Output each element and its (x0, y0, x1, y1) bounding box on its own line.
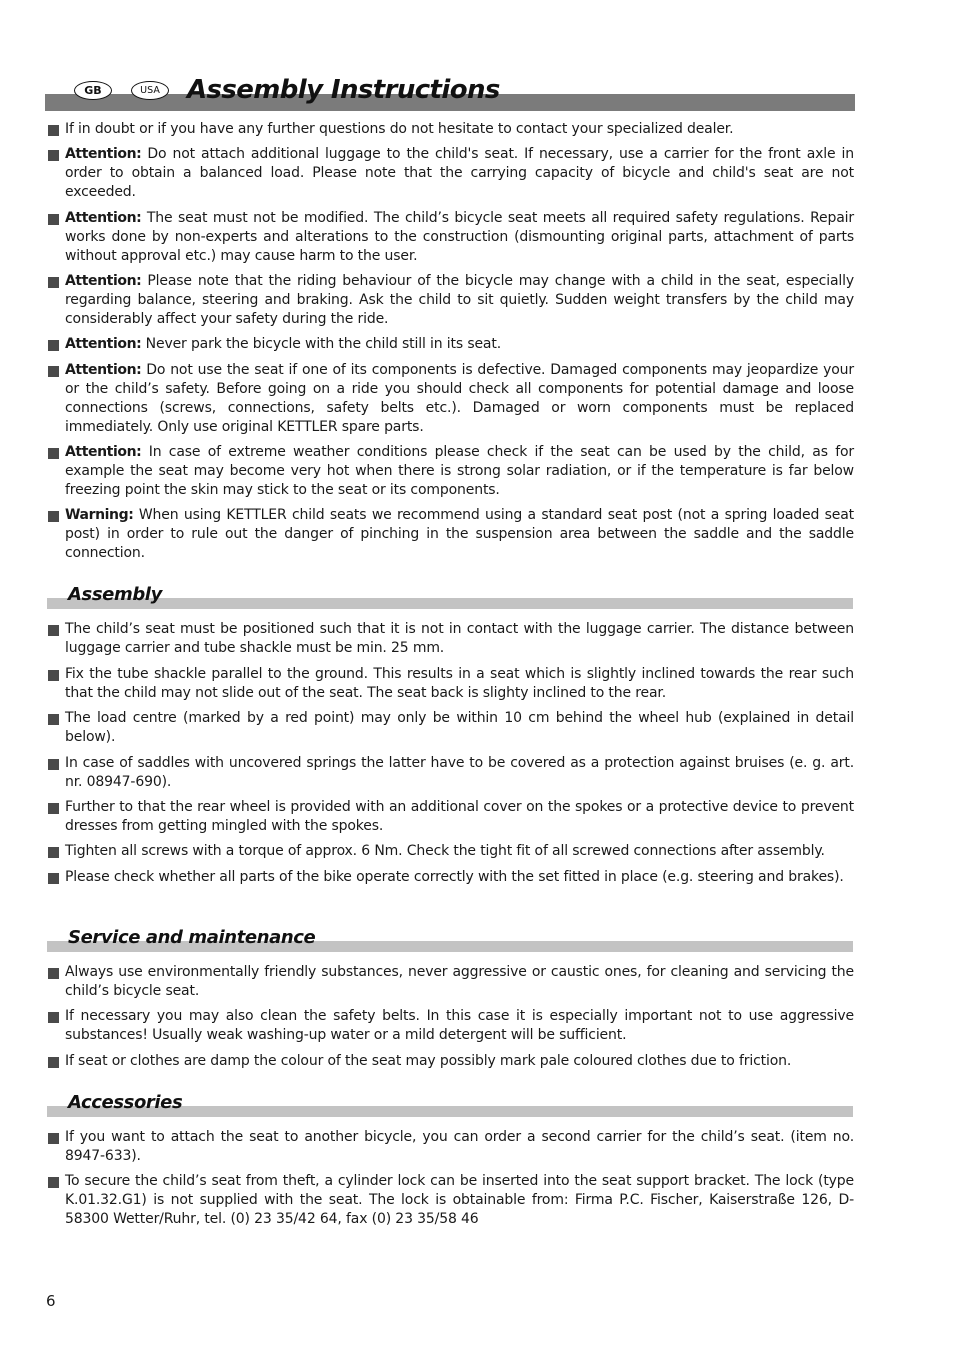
item-text: In case of saddles with uncovered springs the latter have to be covered as a protection against bruises (e. g. art. nr. 08947-690). (65, 755, 854, 790)
item-prefix: Attention: (65, 210, 142, 226)
section-bar (47, 598, 853, 609)
assembly-item (48, 868, 854, 887)
item-prefix: Attention: (65, 362, 142, 378)
section-title: Accessories (68, 1092, 183, 1113)
item-prefix: Attention: (65, 146, 142, 162)
bullet-square-icon (48, 214, 59, 225)
item-text: Fix the tube shackle parallel to the ground. This results in a seat which is slightly inclined towards the rear such that the child may not slide out of the seat. The seat back is slighty inclined to the rear. (65, 666, 854, 701)
bullet-square-icon (48, 1057, 59, 1068)
bullet-square-icon (48, 1012, 59, 1023)
section-heading-service (47, 927, 853, 953)
language-badge-usa: USA (131, 81, 169, 100)
item-text: If seat or clothes are damp the colour of the seat may possibly mark pale coloured clothes due to friction. (65, 1053, 792, 1069)
bullet-square-icon (48, 511, 59, 522)
assembly-item (48, 620, 854, 658)
assembly-item (48, 798, 854, 836)
service-item (48, 1052, 854, 1071)
intro-item (48, 335, 854, 354)
item-body: When using KETTLER child seats we recommend using a standard seat post (not a spring loaded seat post) in order to rule out the danger of pinching in the suspension area between the saddle and the saddle connection. (65, 507, 854, 561)
item-text (65, 361, 854, 437)
item-text: The load centre (marked by a red point) may only be within 10 cm behind the wheel hub (explained in detail below). (65, 710, 854, 745)
item-text: If necessary you may also clean the safety belts. In this case it is especially important not to use aggressive substances! Usually weak washing-up water or a mild detergent will be sufficient. (65, 1008, 854, 1043)
item-text (65, 506, 854, 563)
item-text (65, 335, 854, 354)
item-body: Do not attach additional luggage to the child's seat. If necessary, use a carrier for the front axle in order to obtain a balanced load. Please note that the carrying capacity of bicycle and child's seat are not exceeded. (65, 146, 854, 200)
item-text: If you want to attach the seat to another bicycle, you can order a second carrier for the child’s seat. (item no. 8947-633). (65, 1129, 854, 1164)
intro-item (48, 120, 854, 139)
bullet-square-icon (48, 759, 59, 770)
bullet-square-icon (48, 625, 59, 636)
item-body: The seat must not be modified. The child’s bicycle seat meets all required safety regulations. Repair works done by non-experts and alterations to the construction (dismounting original parts, attachment of parts without approval etc.) may cause harm to the user. (65, 210, 854, 264)
assembly-item (48, 842, 854, 861)
bullet-square-icon (48, 1133, 59, 1144)
item-body: In case of extreme weather conditions please check if the seat can be used by the child, as for example the seat may become very hot when there is strong solar radiation, or if the temperature is far below freezing point the skin may stick to the seat or its components. (65, 444, 854, 498)
item-body: Please note that the riding behaviour of the bicycle may change with a child in the seat, especially regarding balance, steering and braking. Ask the child to sit quietly. Sudden weight transfers by the child may considerably affect your safety during the ride. (65, 273, 854, 327)
item-prefix: Attention: (65, 273, 142, 289)
item-body: Never park the bicycle with the child still in its seat. (141, 336, 501, 352)
intro-item (48, 443, 854, 500)
page-header (45, 74, 855, 112)
bullet-square-icon (48, 873, 59, 884)
section-heading-accessories (47, 1092, 853, 1118)
bullet-square-icon (48, 366, 59, 377)
item-text: If in doubt or if you have any further questions do not hesitate to contact your specialized dealer. (65, 121, 734, 137)
assembly-item (48, 665, 854, 703)
language-badge-gb: GB (74, 81, 112, 100)
page-title: Assembly Instructions (187, 75, 500, 105)
assembly-item (48, 709, 854, 747)
item-prefix: Attention: (65, 444, 142, 460)
page-number: 6 (46, 1292, 56, 1310)
bullet-square-icon (48, 448, 59, 459)
service-item (48, 1007, 854, 1045)
bullet-square-icon (48, 803, 59, 814)
item-text: The child’s seat must be positioned such that it is not in contact with the luggage carrier. The distance between luggage carrier and tube shackle must be min. 25 mm. (65, 621, 854, 656)
bullet-square-icon (48, 968, 59, 979)
accessories-item (48, 1172, 854, 1229)
item-prefix: Attention: (65, 336, 142, 352)
bullet-square-icon (48, 1177, 59, 1188)
intro-item (48, 272, 854, 329)
intro-item (48, 361, 854, 437)
item-text (65, 209, 854, 266)
accessories-item (48, 1128, 854, 1166)
item-text (65, 272, 854, 329)
intro-item (48, 209, 854, 266)
item-text (65, 443, 854, 500)
section-title: Assembly (68, 584, 162, 605)
intro-item (48, 145, 854, 202)
service-item (48, 963, 854, 1001)
item-text: Tighten all screws with a torque of approx. 6 Nm. Check the tight fit of all screwed connections after assembly. (65, 843, 825, 859)
item-text: To secure the child’s seat from theft, a cylinder lock can be inserted into the seat support bracket. The lock (type K.01.32.G1) is not supplied with the seat. The lock is obtainable from: Firma P.C. Fischer, Kaiserstraße 126, D-58300 Wetter/Ruhr, tel. (0) 23 35/42 64, fax (0) 23 35/58 46 (65, 1173, 854, 1227)
item-text: Further to that the rear wheel is provided with an additional cover on the spokes or a protective device to prevent dresses from getting mingled with the spokes. (65, 799, 854, 834)
bullet-square-icon (48, 150, 59, 161)
section-title: Service and maintenance (68, 927, 316, 948)
bullet-square-icon (48, 670, 59, 681)
item-body: Do not use the seat if one of its components is defective. Damaged components may jeopardize your or the child’s safety. Before going on a ride you should check all components for potential damage and loose connections (screws, connections, safety belts etc.). Damaged or worn components must be replaced immediately. Only use original KETTLER spare parts. (65, 362, 854, 435)
bullet-square-icon (48, 125, 59, 136)
bullet-square-icon (48, 714, 59, 725)
bullet-square-icon (48, 340, 59, 351)
item-text: Always use environmentally friendly substances, never aggressive or caustic ones, for cleaning and servicing the child’s bicycle seat. (65, 964, 854, 999)
intro-item (48, 506, 854, 563)
assembly-item (48, 754, 854, 792)
bullet-square-icon (48, 847, 59, 858)
item-text (65, 145, 854, 202)
item-prefix: Warning: (65, 507, 134, 523)
item-text: Please check whether all parts of the bike operate correctly with the set fitted in place (e.g. steering and brakes). (65, 869, 844, 885)
section-heading-assembly (47, 584, 853, 610)
bullet-square-icon (48, 277, 59, 288)
